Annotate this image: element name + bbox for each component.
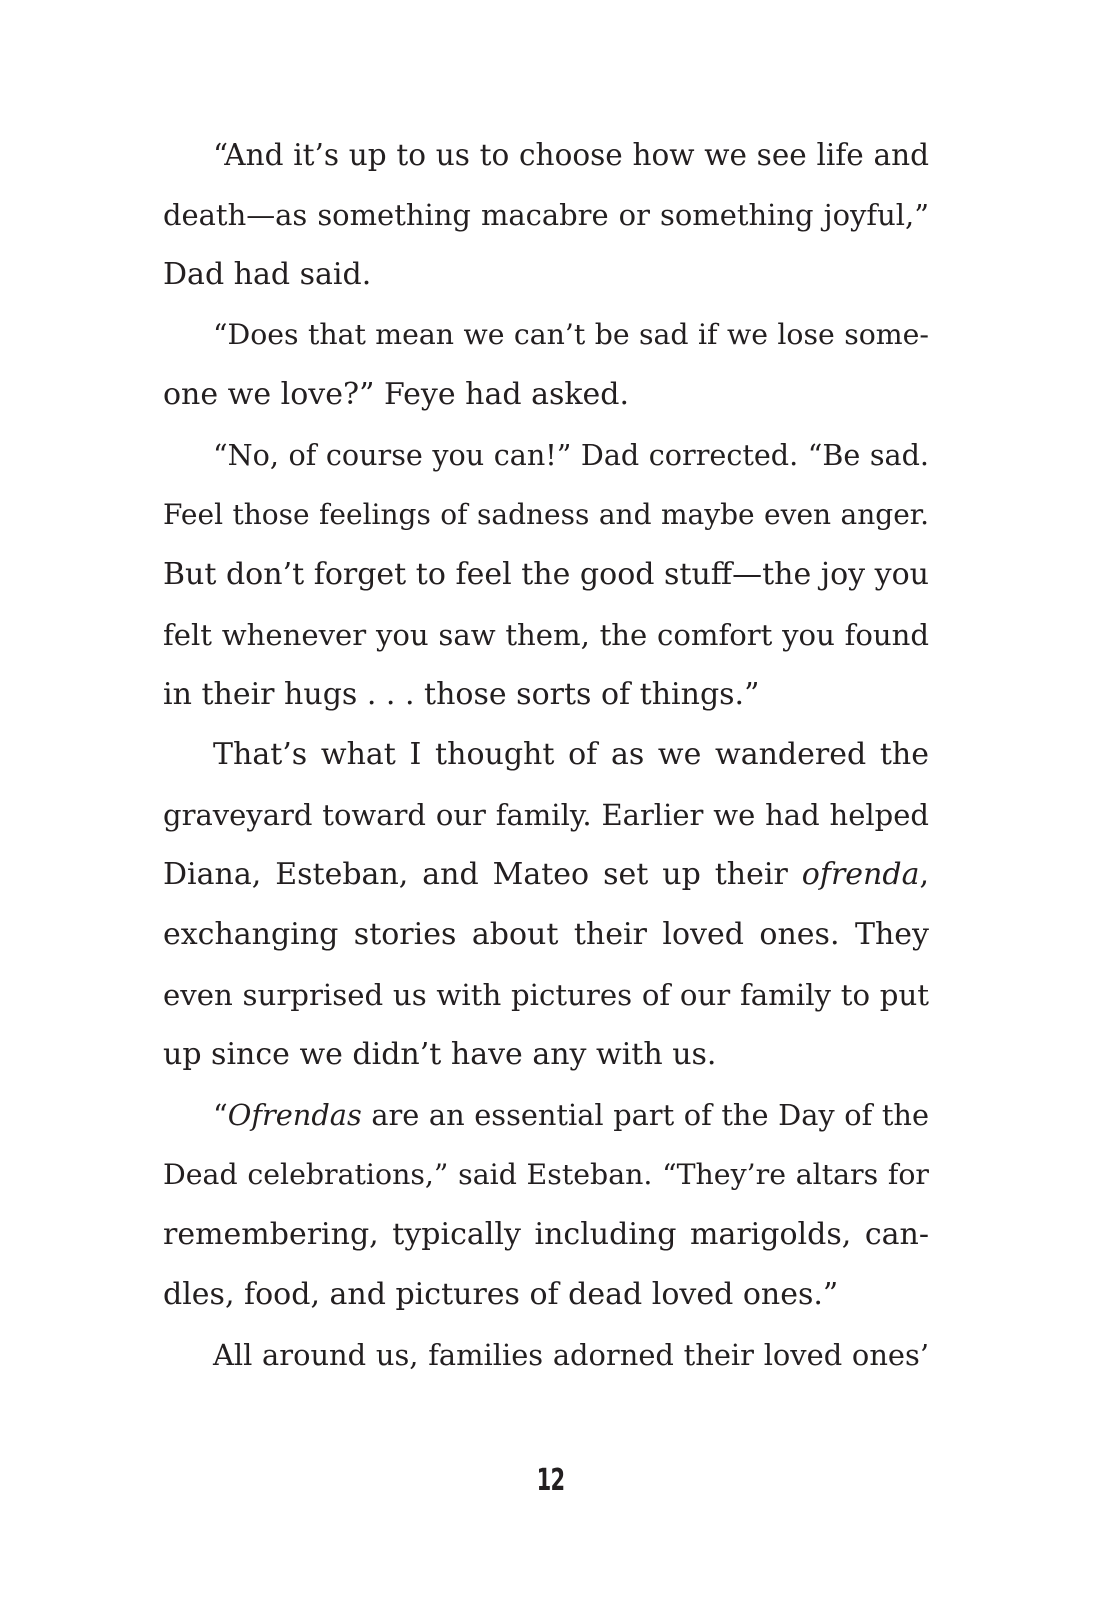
- page-number: 12: [536, 1463, 565, 1498]
- text-line: Dead celebrations,” said Esteban. “They’re altars for: [163, 1158, 929, 1191]
- text-line: even surprised us with pictures of our family to put: [163, 978, 929, 1012]
- text-line: [163, 1085, 929, 1145]
- body-text: [163, 125, 929, 1385]
- text-span: are an essential part of the Day of the: [361, 1098, 929, 1132]
- text-line: “And it’s up to us to choose how we see life and: [213, 138, 929, 172]
- text-line: “Does that mean we can’t be sad if we lose some-: [213, 318, 929, 351]
- text-line: [163, 845, 929, 905]
- italic-word: Ofrendas: [227, 1098, 362, 1132]
- text-line: Dad had said.: [163, 257, 372, 292]
- text-line: exchanging stories about their loved ones. They: [163, 917, 929, 952]
- text-line: one we love?” Feye had asked.: [163, 377, 630, 412]
- text-line: That’s what I thought of as we wandered the: [213, 737, 929, 772]
- text-line: up since we didn’t have any with us.: [163, 1037, 717, 1072]
- text-line: remembering, typically including marigolds, can-: [163, 1217, 929, 1252]
- text-line: dles, food, and pictures of dead loved ones.”: [163, 1277, 839, 1312]
- text-line: graveyard toward our family. Earlier we had helped: [163, 798, 929, 832]
- text-span: ,: [919, 857, 929, 892]
- text-line: But don’t forget to feel the good stuff—the joy you: [163, 557, 929, 592]
- text-span: Diana, Esteban, and Mateo set up their: [163, 857, 802, 892]
- text-line: Feel those feelings of sadness and maybe even anger.: [163, 498, 929, 531]
- text-line: All around us, families adorned their loved ones’: [213, 1338, 929, 1372]
- text-span: “: [213, 1098, 228, 1132]
- text-line: in their hugs . . . those sorts of things.”: [163, 677, 760, 712]
- italic-word: ofrenda: [801, 857, 920, 892]
- text-line: felt whenever you saw them, the comfort you found: [163, 618, 929, 652]
- text-line: “No, of course you can!” Dad corrected. “Be sad.: [213, 438, 929, 472]
- text-line: death—as something macabre or something joyful,”: [163, 198, 929, 232]
